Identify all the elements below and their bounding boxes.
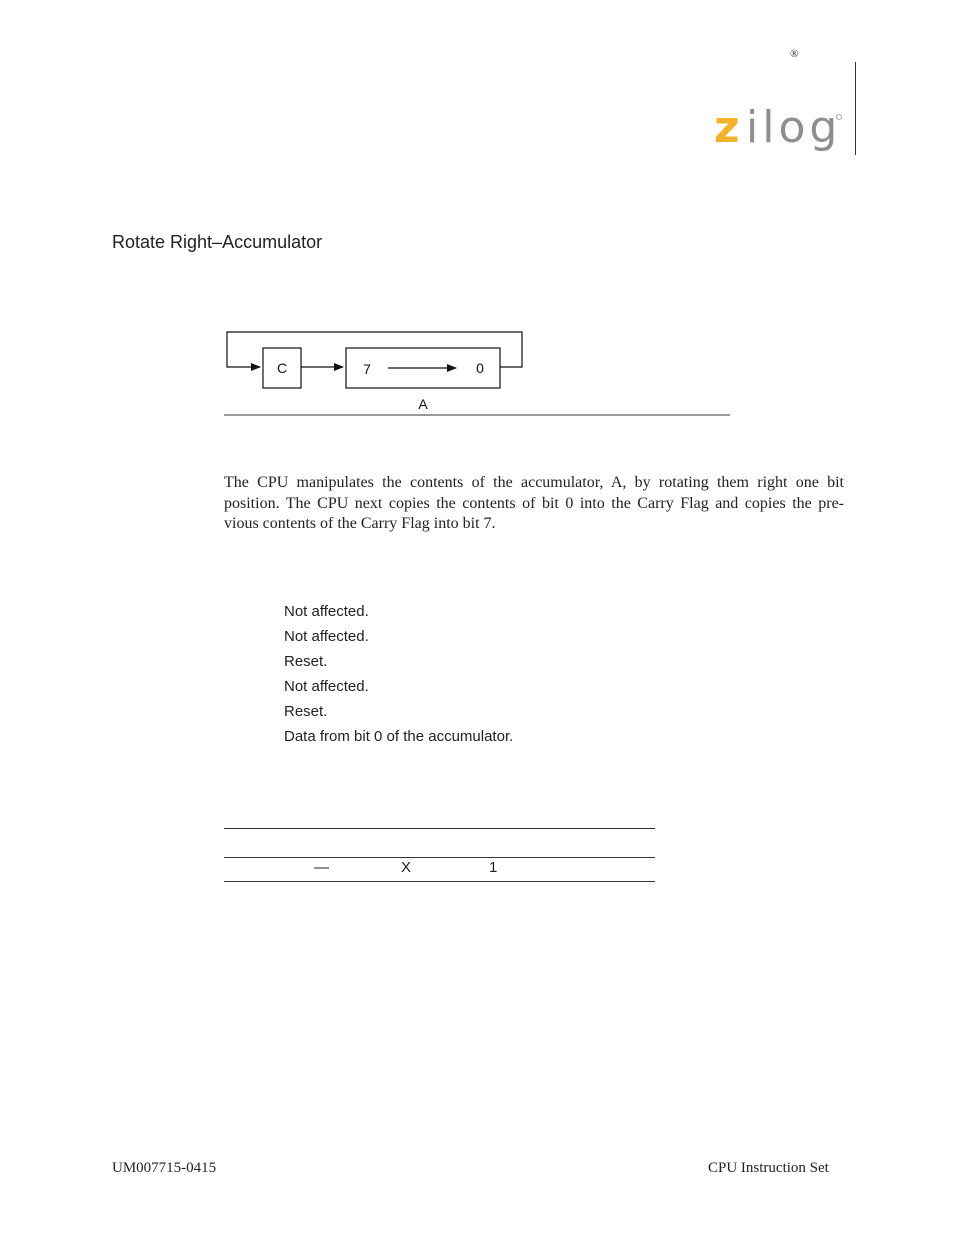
- footer-chapter-title: CPU Instruction Set: [708, 1160, 829, 1176]
- registered-mark: ®: [790, 48, 799, 60]
- table-cell: —: [314, 859, 329, 876]
- rotate-diagram: [222, 325, 734, 420]
- table-bottom-rule: [224, 881, 655, 882]
- flag-effect-item: Reset.: [284, 653, 328, 670]
- flag-effect-item: Data from bit 0 of the accumulator.: [284, 728, 514, 745]
- table-header-rule: [224, 857, 655, 858]
- flag-effect-item: Not affected.: [284, 628, 369, 645]
- description-paragraph: [224, 473, 844, 535]
- table-cell: X: [401, 859, 412, 876]
- table-top-rule: [224, 828, 655, 829]
- footer-document-number: UM007715-0415: [112, 1160, 217, 1176]
- flag-effect-item: Reset.: [284, 703, 328, 720]
- flag-effect-item: Not affected.: [284, 603, 369, 620]
- register-name-label: A: [418, 396, 428, 412]
- flag-effect-item: Not affected.: [284, 678, 369, 695]
- bit-0-label: 0: [476, 360, 484, 376]
- logo-letter-z: z: [714, 102, 740, 153]
- description-line: position. The CPU next copies the contents of bit 0 into the Carry Flag and copies the pre-: [224, 494, 844, 512]
- zilog-logo: [712, 100, 852, 160]
- header-vertical-rule: [855, 62, 856, 155]
- carry-flag-label: C: [276, 360, 288, 376]
- description-line: The CPU manipulates the contents of the accumulator, A, by rotating them right one bit: [224, 474, 844, 491]
- logo-letters-ilog: ilog: [746, 102, 842, 153]
- bit-7-label: 7: [363, 361, 371, 377]
- section-title: Rotate Right–Accumulator: [112, 232, 323, 252]
- table-cell: 1: [489, 859, 498, 876]
- description-line: vious contents of the Carry Flag into bit 7.: [224, 515, 496, 532]
